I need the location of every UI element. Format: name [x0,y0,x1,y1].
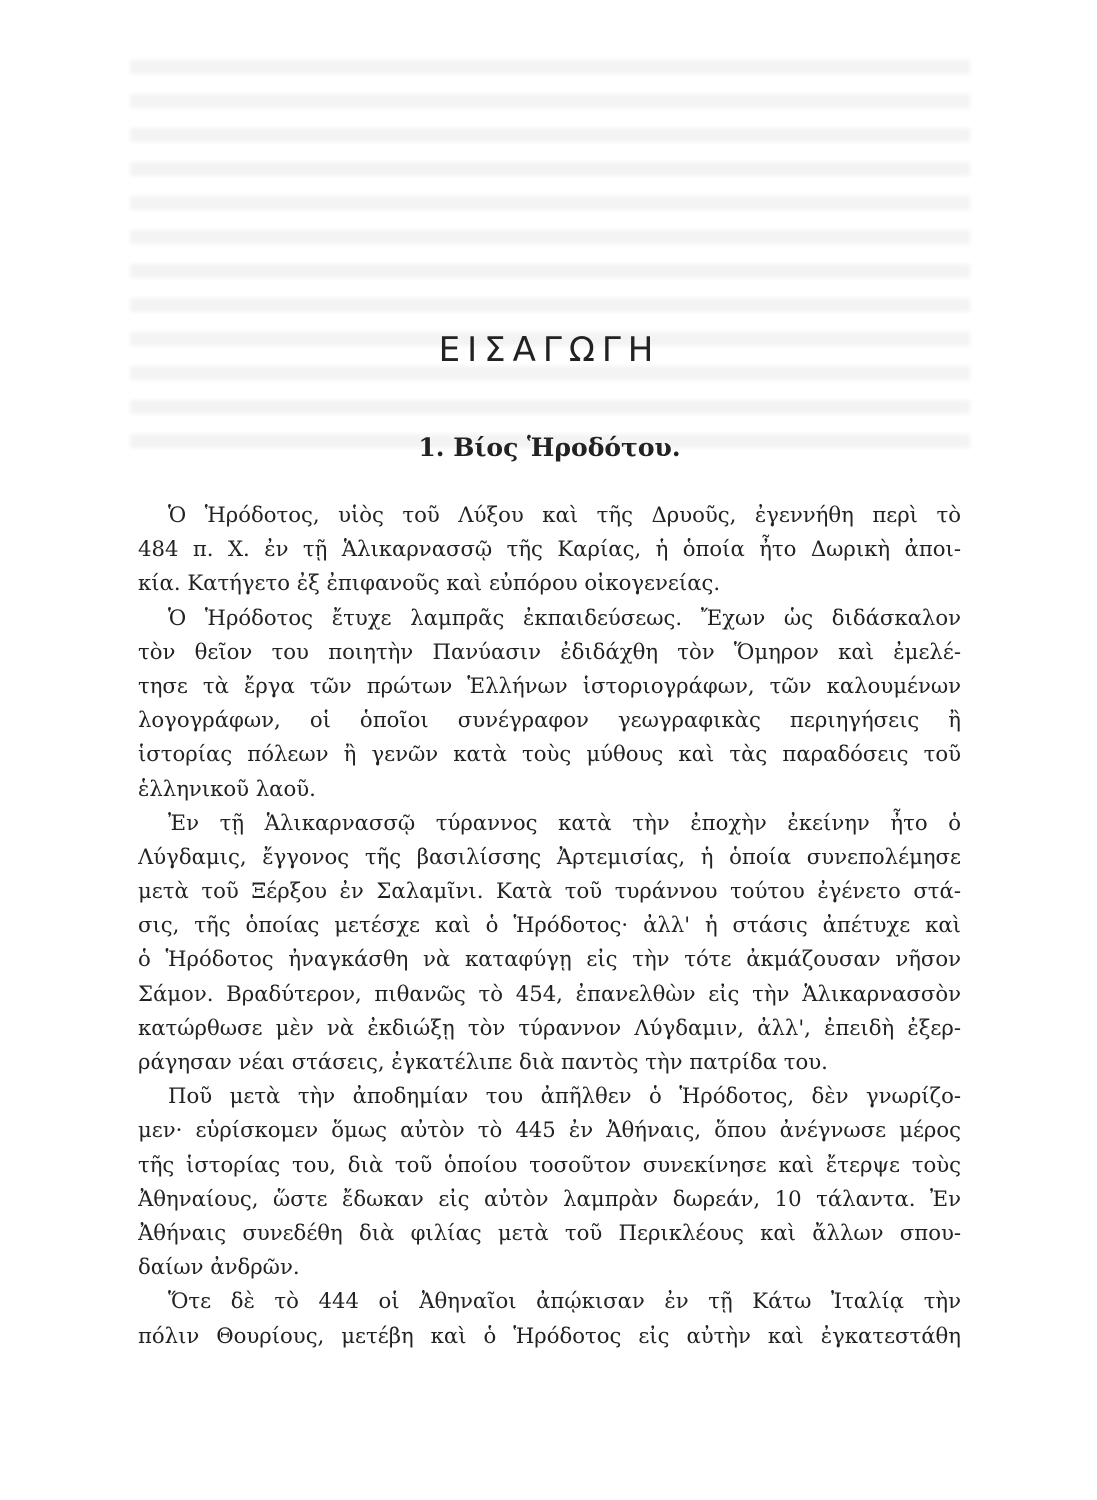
text-line: Ἐν τῇ Ἁλικαρνασσῷ τύραννος κατὰ τὴν ἐποχὴν ἐκείνην ἦτο ὁ [168,809,961,835]
text-line: Σάμον. Βραδύτερον, πιθανῶς τὸ 454, ἐπανελθὼν εἰς τὴν Ἁλικαρνασσὸν [138,980,961,1006]
text-line: κία. Κατήγετο ἐξ ἐπιφανοῦς καὶ εὐπόρου οἰκογενείας. [138,570,721,596]
text-line: ράγησαν νέαι στάσεις, ἐγκατέλιπε διὰ παντὸς τὴν πατρίδα του. [138,1049,828,1074]
text-line: ἱστορίας πόλεων ἢ γενῶν κατὰ τοὺς μύθους καὶ τὰς παραδόσεις τοῦ [138,741,961,767]
section-heading: 1. Βίος Ἡροδότου. [418,433,681,462]
text-line: δαίων ἀνδρῶν. [138,1254,300,1280]
text-line: ἑλληνικοῦ λαοῦ. [138,775,316,801]
body-text [138,498,961,1353]
text-line: πόλιν Θουρίους, μετέβη καὶ ὁ Ἡρόδοτος εἰς αὐτὴν καὶ ἐγκατεστάθη [138,1322,961,1348]
text-line: ὁ Ἡρόδοτος ἠναγκάσθη νὰ καταφύγῃ εἰς τὴν τότε ἀκμάζουσαν νῆσον [138,946,961,972]
text-line: μετὰ τοῦ Ξέρξου ἐν Σαλαμῖνι. Κατὰ τοῦ τυράννου τούτου ἐγένετο στά- [138,878,961,904]
text-line: λογογράφων, οἱ ὁποῖοι συνέγραφον γεωγραφικὰς περιηγήσεις ἢ [138,707,961,733]
text-line: σις, τῆς ὁποίας μετέσχε καὶ ὁ Ἡρόδοτος· ἀλλ' ἡ στάσις ἀπέτυχε καὶ [138,912,961,938]
text-line: Ὅτε δὲ τὸ 444 οἱ Ἀθηναῖοι ἀπῴκισαν ἐν τῇ Κάτω Ἰταλίᾳ τὴν [168,1288,961,1314]
text-line: Ἀθήναις συνεδέθη διὰ φιλίας μετὰ τοῦ Περικλέους καὶ ἄλλων σπου- [138,1219,961,1245]
text-line: Ἀθηναίους, ὥστε ἔδωκαν εἰς αὐτὸν λαμπρὰν δωρεάν, 10 τάλαντα. Ἐν [138,1185,961,1211]
page-title: ΕΙΣΑΓΩΓΗ [438,330,661,370]
text-line: Ποῦ μετὰ τὴν ἀποδημίαν του ἀπῆλθεν ὁ Ἡρόδοτος, δὲν γνωρίζο- [168,1083,961,1109]
text-line: Λύγδαμις, ἔγγονος τῆς βασιλίσσης Ἀρτεμισίας, ἡ ὁποία συνεπολέμησε [138,843,961,869]
text-line: τησε τὰ ἔργα τῶν πρώτων Ἑλλήνων ἱστοριογράφων, τῶν καλουμένων [138,672,961,698]
text-line: μεν· εὑρίσκομεν ὅμως αὐτὸν τὸ 445 ἐν Ἀθήναις, ὅπου ἀνέγνωσε μέρος [138,1117,961,1143]
text-line: κατώρθωσε μὲν νὰ ἐκδιώξῃ τὸν τύραννον Λύγδαμιν, ἀλλ', ἐπειδὴ ἐξερ- [138,1014,961,1040]
text-line: Ὁ Ἡρόδοτος, υἱὸς τοῦ Λύξου καὶ τῆς Δρυοῦς, ἐγεννήθη περὶ τὸ [168,502,961,527]
text-line: 484 π. Χ. ἐν τῇ Ἁλικαρνασσῷ τῆς Καρίας, ἡ ὁποία ἦτο Δωρικὴ ἀποι- [138,536,961,562]
text-line: Ὁ Ἡρόδοτος ἔτυχε λαμπρᾶς ἐκπαιδεύσεως. Ἔχων ὡς διδάσκαλον [168,604,961,630]
bleed-through-text [130,60,970,450]
text-line: τῆς ἱστορίας του, διὰ τοῦ ὁποίου τοσοῦτον συνεκίνησε καὶ ἔτερψε τοὺς [138,1151,961,1177]
text-line: τὸν θεῖον του ποιητὴν Πανύασιν ἐδιδάχθη τὸν Ὅμηρον καὶ ἐμελέ- [138,638,961,664]
